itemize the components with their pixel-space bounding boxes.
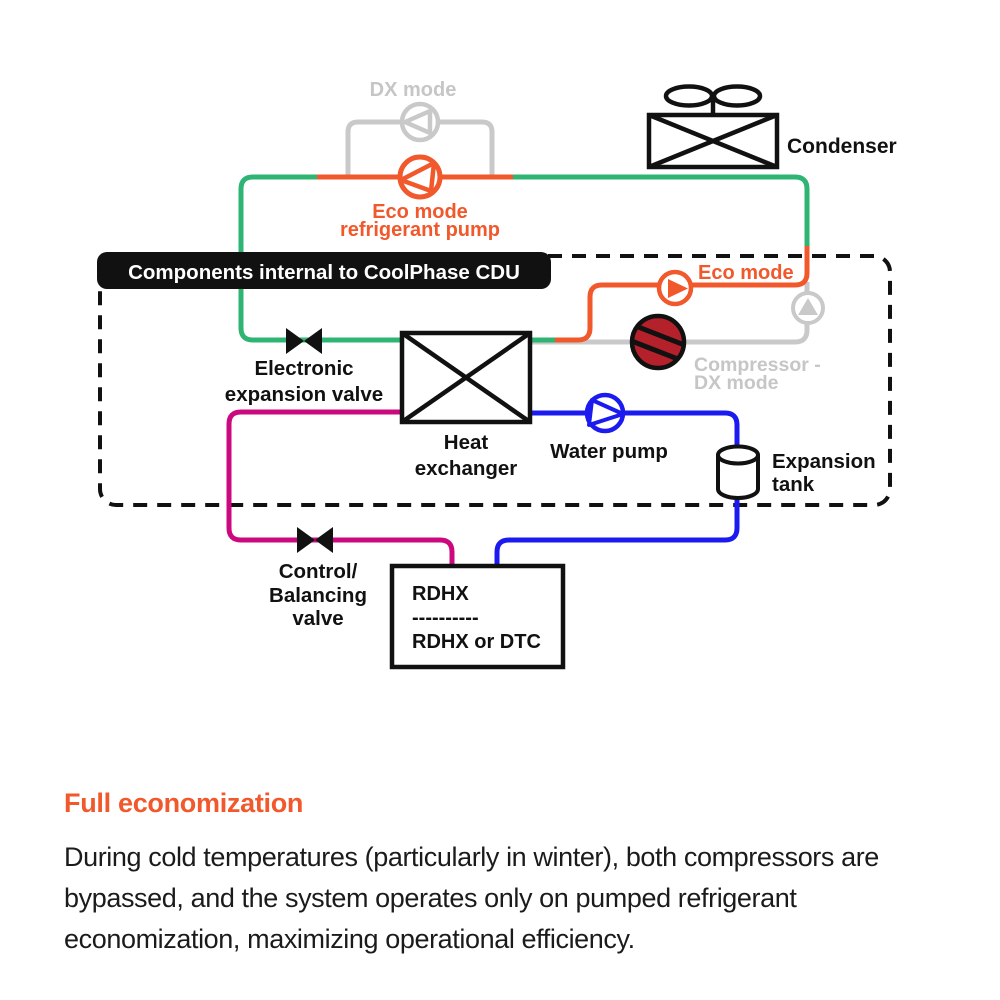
eco-mode-label: Eco mode: [698, 262, 794, 284]
control-balancing-valve-label-3: valve: [292, 607, 344, 630]
water-pipe: [497, 413, 737, 568]
control-balancing-valve-icon: [297, 527, 333, 553]
caption-block: [64, 788, 959, 960]
dx-riser-pump-icon: [793, 293, 823, 323]
compressor-label-1: Compressor -: [694, 354, 821, 376]
electronic-expansion-valve-label-1: Electronic: [254, 357, 354, 380]
rdhx-line-3: RDHX or DTC: [412, 631, 541, 653]
heat-exchanger-label-1: Heat: [443, 431, 489, 454]
eco-mode-pump-icon: [659, 272, 691, 304]
expansion-tank-icon: [718, 447, 758, 499]
eco-refrigerant-pump-label-2: refrigerant pump: [339, 219, 501, 241]
eco-refrigerant-pump-label-1: Eco mode: [372, 201, 468, 223]
heat-exchanger-label-2: exchanger: [414, 457, 518, 480]
cdu-banner: [97, 252, 551, 289]
eco-refrigerant-pump-icon: [400, 157, 440, 197]
rdhx-line-2: ----------: [412, 607, 479, 629]
water-pump-icon: [587, 395, 623, 431]
cdu-banner-label: Components internal to CoolPhase CDU: [128, 261, 520, 284]
control-balancing-valve-label-1: Control/: [278, 560, 358, 583]
water-pump-label: Water pump: [550, 440, 668, 463]
control-balancing-valve-label-2: Balancing: [269, 584, 367, 607]
expansion-tank-label-1: Expansion: [772, 450, 876, 473]
compressor-icon: [624, 316, 692, 368]
compressor-label-2: DX mode: [694, 372, 779, 394]
expansion-tank-label-2: tank: [772, 473, 815, 496]
electronic-expansion-valve-label-2: expansion valve: [224, 383, 384, 406]
condenser-icon: [649, 87, 777, 168]
rdhx-box: [392, 566, 563, 667]
caption-body: During cold temperatures (particularly in winter), both compressors are bypassed, and the system operates only on pumped refrigerant economization, maximizing operational efficiency.: [64, 842, 879, 955]
dx-mode-pump-icon: [402, 104, 438, 140]
rdhx-line-1: RDHX: [412, 583, 469, 605]
condenser-label: Condenser: [787, 135, 897, 158]
dx-mode-label: DX mode: [369, 79, 457, 101]
caption-heading: Full economization: [64, 788, 304, 818]
facility-water-pipe: [229, 412, 452, 568]
heat-exchanger-icon: [402, 333, 530, 422]
electronic-expansion-valve-icon: [286, 328, 322, 354]
